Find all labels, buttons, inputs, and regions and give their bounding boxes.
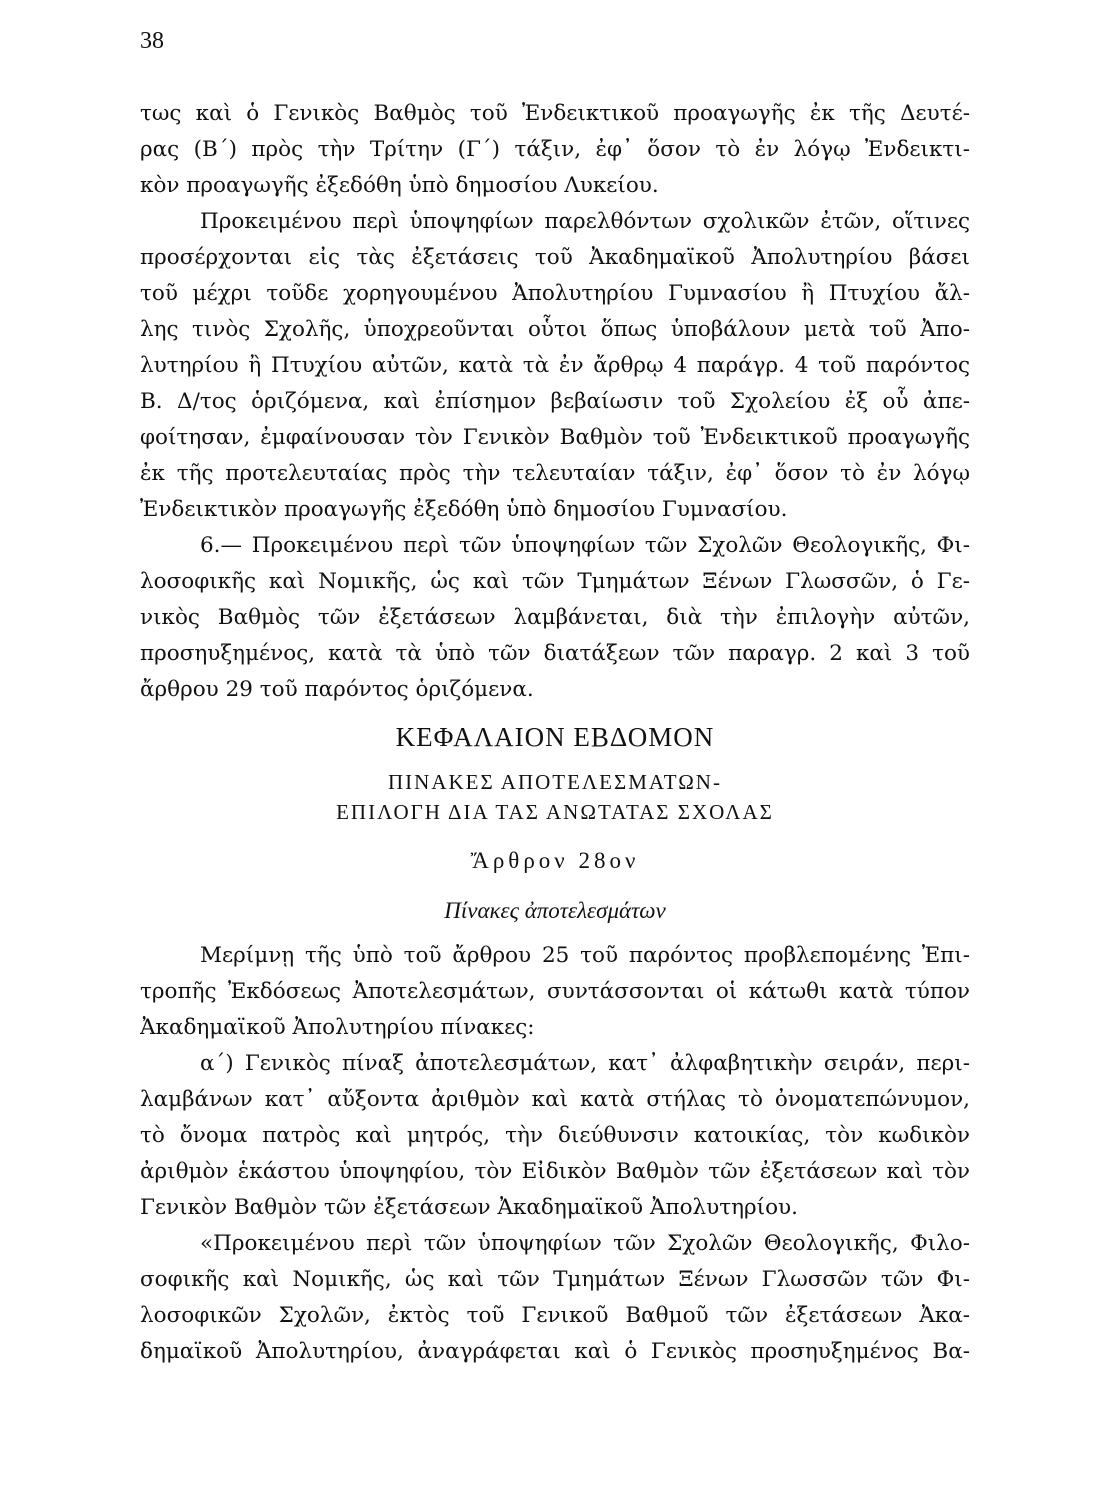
- body-text-section-2: [140, 938, 970, 1370]
- text-line: ρας (Β΄) πρὸς τὴν Τρίτην (Γ΄) τάξιν, ἐφ᾽ ὅσον τὸ ἐν λόγῳ Ἐνδεικτι-: [140, 137, 970, 162]
- article-title: Ἄρθρον 28ον: [470, 848, 640, 873]
- page-number: 38: [140, 28, 164, 54]
- text-line: Μερίμνῃ τῆς ὑπὸ τοῦ ἄρθρου 25 τοῦ παρόντος προβλεπομένης Ἐπι-: [200, 943, 970, 968]
- text-line: 6.— Προκειμένου περὶ τῶν ὑποψηφίων τῶν Σχολῶν Θεολογικῆς, Φι-: [200, 533, 970, 558]
- text-line: Γενικὸν Βαθμὸν τῶν ἐξετάσεων Ἀκαδημαϊκοῦ Ἀπολυτηρίου.: [140, 1195, 798, 1220]
- body-text-section-1: [140, 96, 970, 708]
- text-line: ἄρθρου 29 τοῦ παρόντος ὁριζόμενα.: [140, 677, 534, 702]
- text-line: δημαϊκοῦ Ἀπολυτηρίου, ἀναγράφεται καὶ ὁ Γενικὸς προσηυξημένος Βα-: [140, 1339, 970, 1364]
- text-line: τροπῆς Ἐκδόσεως Ἀποτελεσμάτων, συντάσσονται οἱ κάτωθι κατὰ τύπον: [140, 979, 970, 1004]
- chapter-title: ΚΕΦΑΛΑΙΟΝ ΕΒΔΟΜΟΝ: [395, 722, 715, 752]
- text-line: νικὸς Βαθμὸς τῶν ἐξετάσεων λαμβάνεται, διὰ τὴν ἐπιλογὴν αὐτῶν,: [140, 605, 970, 630]
- text-line: σοφικῆς καὶ Νομικῆς, ὡς καὶ τῶν Τμημάτων Ξένων Γλωσσῶν τῶν Φι-: [140, 1267, 970, 1292]
- text-line: τοῦ μέχρι τοῦδε χορηγουμένου Ἀπολυτηρίου Γυμνασίου ἢ Πτυχίου ἄλ-: [140, 281, 970, 306]
- text-line: κὸν προαγωγῆς ἐξεδόθη ὑπὸ δημοσίου Λυκείου.: [140, 173, 659, 198]
- text-line: φοίτησαν, ἐμφαίνουσαν τὸν Γενικὸν Βαθμὸν τοῦ Ἐνδεικτικοῦ προαγωγῆς: [140, 425, 970, 450]
- text-line: λοσοφικῆς καὶ Νομικῆς, ὡς καὶ τῶν Τμημάτων Ξένων Γλωσσῶν, ὁ Γε-: [140, 569, 970, 594]
- text-line: Ἐνδεικτικὸν προαγωγῆς ἐξεδόθη ὑπὸ δημοσίου Γυμνασίου.: [140, 497, 788, 522]
- text-line: λαμβάνων κατ᾽ αὔξοντα ἀριθμὸν καὶ κατὰ στήλας τὸ ὀνοματεπώνυμον,: [140, 1087, 970, 1112]
- text-line: τως καὶ ὁ Γενικὸς Βαθμὸς τοῦ Ἐνδεικτικοῦ προαγωγῆς ἐκ τῆς Δευτέ-: [140, 101, 970, 126]
- text-line: α΄) Γενικὸς πίναξ ἀποτελεσμάτων, κατ᾽ ἀλφαβητικὴν σειράν, περι-: [200, 1051, 970, 1076]
- text-line: ἐκ τῆς προτελευταίας πρὸς τὴν τελευταίαν τάξιν, ἐφ᾽ ὅσον τὸ ἐν λόγῳ: [140, 461, 970, 486]
- text-line: τὸ ὄνομα πατρὸς καὶ μητρός, τὴν διεύθυνσιν κατοικίας, τὸν κωδικὸν: [140, 1123, 970, 1148]
- text-line: λοσοφικῶν Σχολῶν, ἐκτὸς τοῦ Γενικοῦ Βαθμοῦ τῶν ἐξετάσεων Ἀκα-: [140, 1303, 970, 1328]
- chapter-subtitle-line-2: ΕΠΙΛΟΓΗ ΔΙΑ ΤΑΣ ΑΝΩΤΑΤΑΣ ΣΧΟΛΑΣ: [336, 800, 774, 824]
- text-line: ἀριθμὸν ἑκάστου ὑποψηφίου, τὸν Εἰδικὸν Βαθμὸν τῶν ἐξετάσεων καὶ τὸν: [140, 1159, 970, 1184]
- text-line: προσηυξημένος, κατὰ τὰ ὑπὸ τῶν διατάξεων τῶν παραγρ. 2 καὶ 3 τοῦ: [140, 641, 970, 666]
- chapter-subtitle-line-1: ΠΙΝΑΚΕΣ ΑΠΟΤΕΛΕΣΜΑΤΩΝ-: [388, 770, 722, 794]
- text-line: λης τινὸς Σχολῆς, ὑποχρεοῦνται οὗτοι ὅπως ὑποβάλουν μετὰ τοῦ Ἀπο-: [140, 317, 970, 342]
- text-line: Β. Δ/τος ὁριζόμενα, καὶ ἐπίσημον βεβαίωσιν τοῦ Σχολείου ἐξ οὗ ἀπε-: [140, 389, 970, 414]
- article-subtitle: Πίνακες ἀποτελεσμάτων: [444, 898, 666, 923]
- text-line: Ἀκαδημαϊκοῦ Ἀπολυτηρίου πίνακες:: [140, 1015, 535, 1040]
- text-line: λυτηρίου ἢ Πτυχίου αὐτῶν, κατὰ τὰ ἐν ἄρθρῳ 4 παράγρ. 4 τοῦ παρόντος: [140, 353, 970, 378]
- text-line: «Προκειμένου περὶ τῶν ὑποψηφίων τῶν Σχολῶν Θεολογικῆς, Φιλο-: [200, 1231, 970, 1256]
- text-line: Προκειμένου περὶ ὑποψηφίων παρελθόντων σχολικῶν ἐτῶν, οἵτινες: [200, 209, 970, 234]
- text-line: προσέρχονται εἰς τὰς ἐξετάσεις τοῦ Ἀκαδημαϊκοῦ Ἀπολυτηρίου βάσει: [140, 245, 970, 270]
